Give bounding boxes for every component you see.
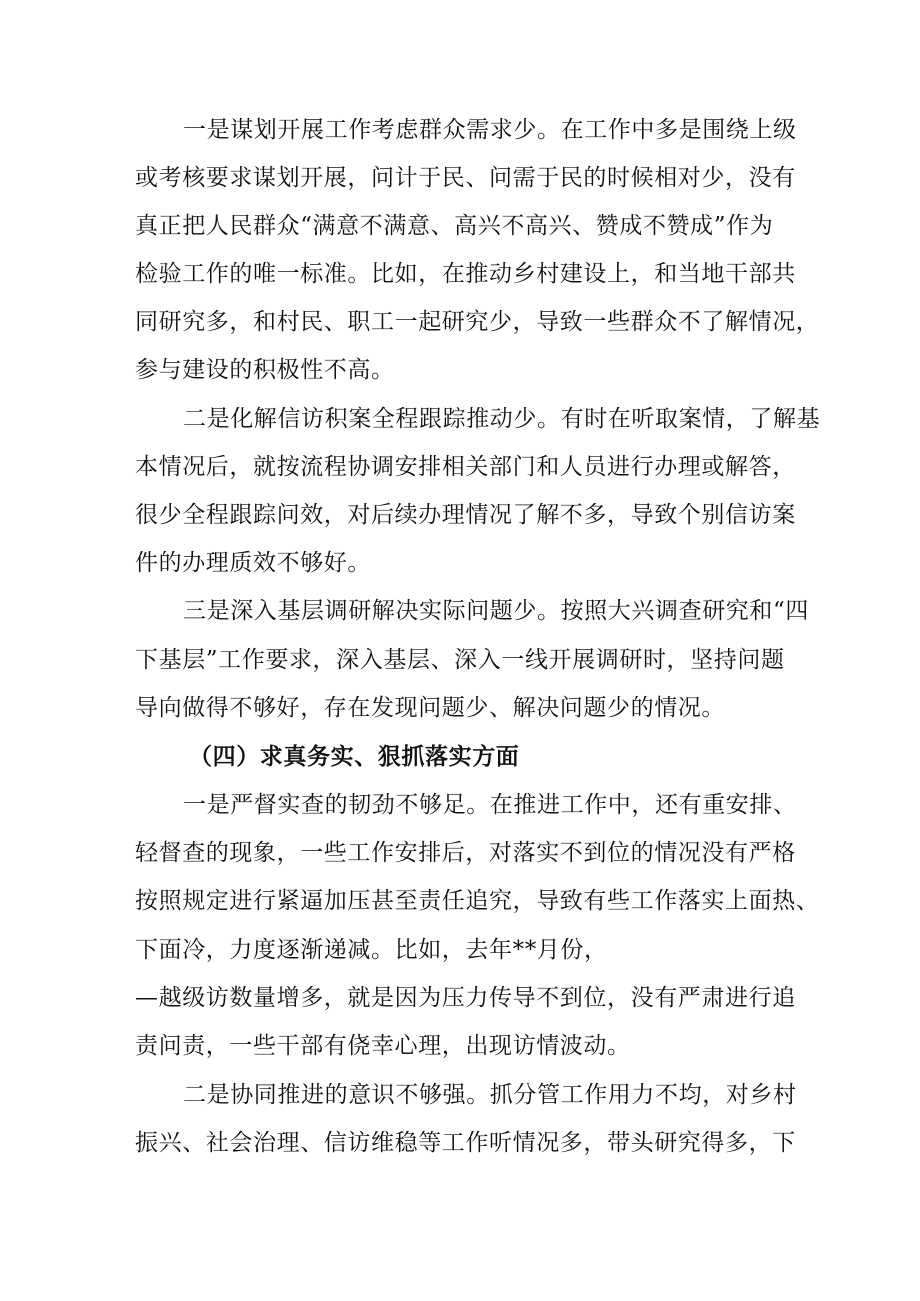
- paragraph-3-line-2: 下基层”工作要求，深入基层、深入一线开展调研时，坚持问题: [135, 647, 785, 673]
- paragraph-2-line-1: 二是化解信访积案全程跟踪推动少。有时在听取案情，了解基: [183, 406, 821, 432]
- paragraph-3-line-1: 三是深入基层调研解决实际问题少。按照大兴调查研究和“四: [183, 598, 809, 624]
- paragraph-4-line-1: 一是严督实查的韧劲不够足。在推进工作中，还有重安排、: [183, 792, 797, 818]
- paragraph-1-line-3: 真正把人民群众“满意不满意、高兴不高兴、赞成不赞成”作为: [135, 213, 774, 239]
- paragraph-5-line-1: 二是协同推进的意识不够强。抓分管工作用力不均，对乡村: [183, 1082, 797, 1108]
- paragraph-3-line-3: 导向做得不够好，存在发现问题少、解决问题少的情况。: [135, 695, 725, 721]
- paragraph-2-line-4: 件的办理质效不够好。: [135, 550, 371, 576]
- section-heading: （四）求真务实、狠抓落实方面: [189, 743, 520, 770]
- paragraph-4-line-5: —越级访数量增多，就是因为压力传导不到位，没有严肃进行追: [135, 985, 796, 1011]
- paragraph-1-line-6: 参与建设的积极性不高。: [135, 357, 395, 383]
- paragraph-2-line-2: 本情况后，就按流程协调安排相关部门和人员进行办理或解答，: [135, 454, 796, 480]
- paragraph-1-line-1: 一是谋划开展工作考虑群众需求少。在工作中多是围绕上级: [183, 117, 797, 143]
- paragraph-4-line-2: 轻督查的现象，一些工作安排后，对落实不到位的情况没有严格: [135, 840, 796, 866]
- paragraph-1-line-5: 同研究多，和村民、职工一起研究少，导致一些群众不了解情况，: [135, 309, 820, 335]
- paragraph-4-line-6: 责问责，一些干部有侥幸心理，出现访情波动。: [135, 1033, 631, 1059]
- paragraph-4-line-3: 按照规定进行紧逼加压甚至责任追究，导致有些工作落实上面热、: [135, 888, 820, 914]
- paragraph-1-line-2: 或考核要求谋划开展，问计于民、问需于民的时候相对少，没有: [135, 165, 796, 191]
- paragraph-4-line-4: 下面冷，力度逐渐递减。比如，去年**月份，: [135, 937, 608, 963]
- paragraph-5-line-2: 振兴、社会治理、信访维稳等工作听情况多，带头研究得多，下: [135, 1130, 796, 1156]
- paragraph-1-line-4: 检验工作的唯一标准。比如，在推动乡村建设上，和当地干部共: [135, 261, 796, 287]
- paragraph-2-line-3: 很少全程跟踪问效，对后续办理情况了解不多，导致个别信访案: [135, 502, 796, 528]
